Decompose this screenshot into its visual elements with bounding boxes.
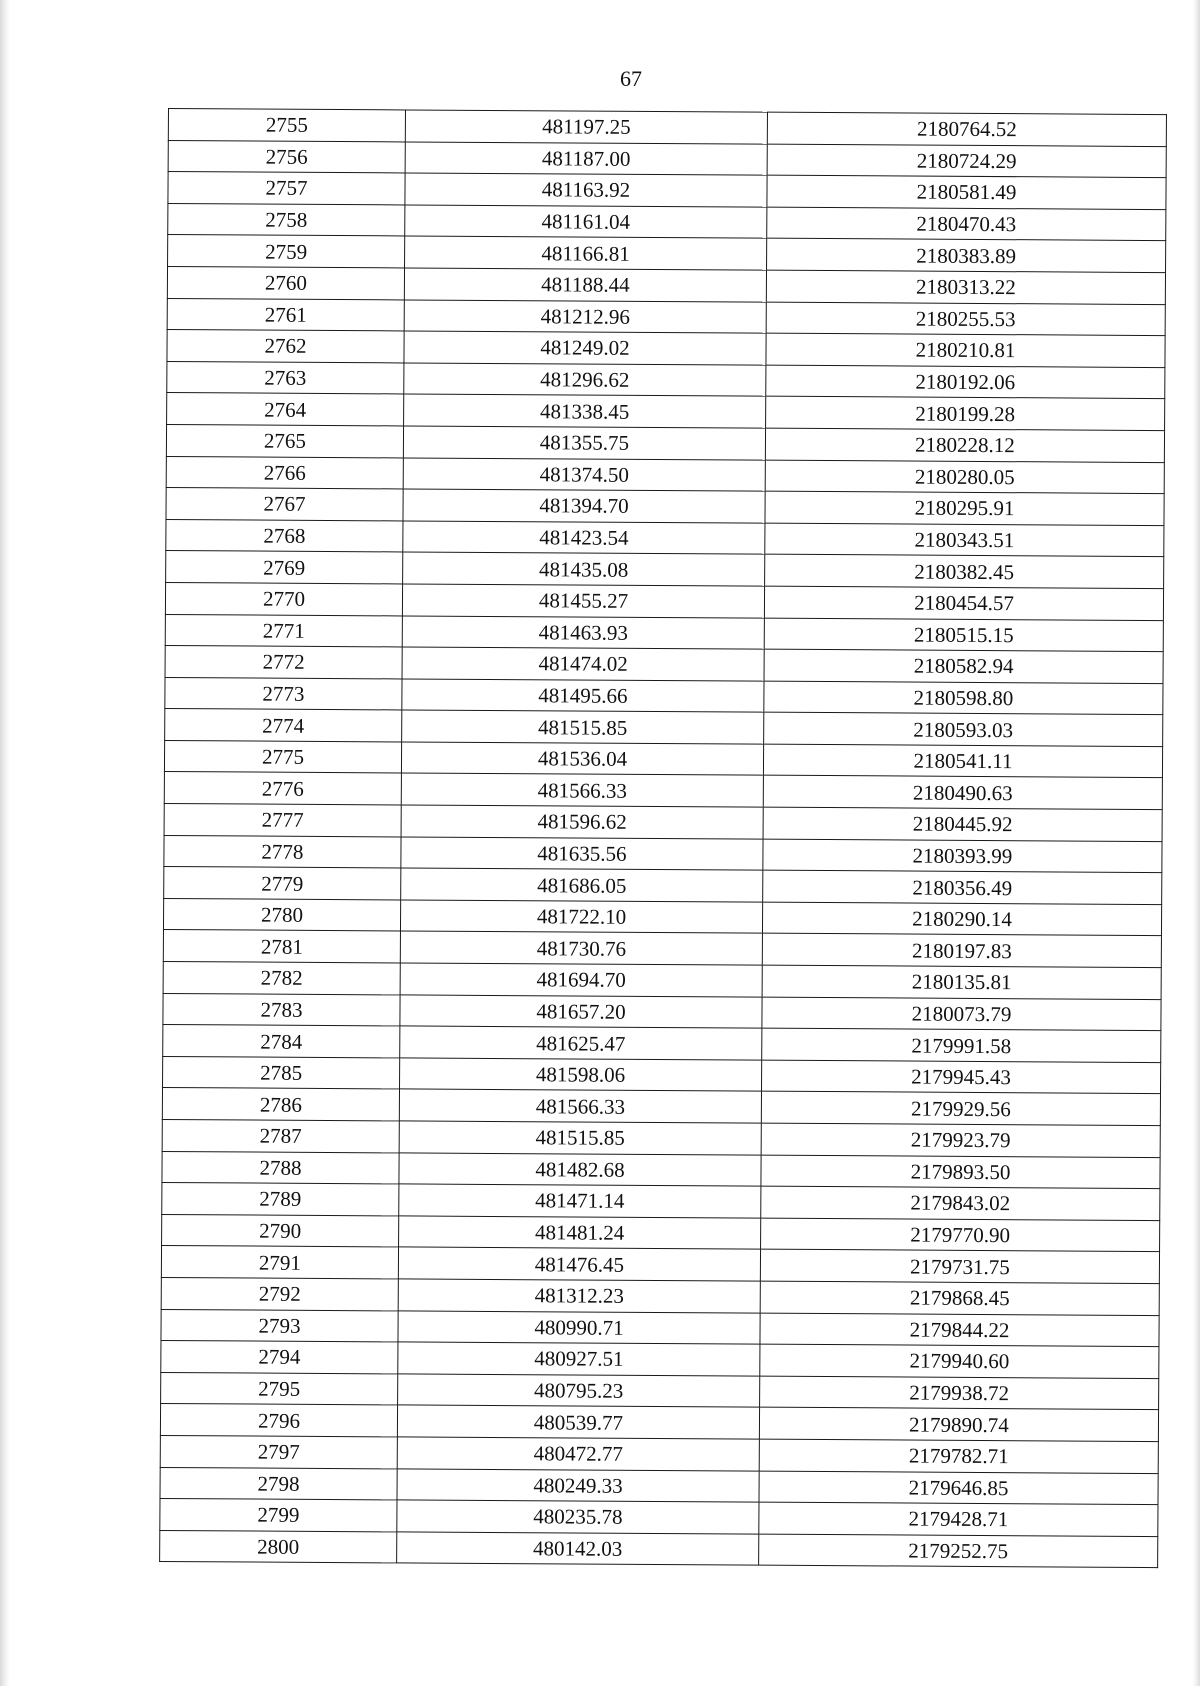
y-coordinate-cell: 2179252.75: [759, 1534, 1158, 1568]
y-coordinate-cell: 2180199.28: [766, 397, 1165, 431]
y-coordinate-cell: 2180393.99: [763, 839, 1162, 873]
x-coordinate-cell: 481423.54: [403, 521, 765, 555]
point-number-cell: 2762: [167, 330, 404, 363]
y-coordinate-cell: 2180582.94: [764, 649, 1163, 683]
point-number-cell: 2779: [164, 867, 401, 900]
x-coordinate-cell: 481474.02: [402, 647, 764, 681]
x-coordinate-cell: 480235.78: [397, 1500, 759, 1534]
y-coordinate-cell: 2179844.22: [760, 1313, 1159, 1347]
point-number-cell: 2775: [164, 740, 401, 773]
y-coordinate-cell: 2179929.56: [761, 1092, 1160, 1126]
point-number-cell: 2780: [163, 898, 400, 931]
point-number-cell: 2782: [163, 962, 400, 995]
x-coordinate-cell: 481515.85: [402, 710, 764, 744]
x-coordinate-cell: 481296.62: [404, 363, 766, 397]
x-coordinate-cell: 481355.75: [403, 426, 765, 460]
x-coordinate-cell: 481394.70: [403, 489, 765, 523]
point-number-cell: 2787: [162, 1119, 399, 1152]
point-number-cell: 2758: [168, 203, 405, 236]
x-coordinate-cell: 481686.05: [401, 868, 763, 902]
y-coordinate-cell: 2180192.06: [766, 365, 1165, 399]
x-coordinate-cell: 481435.08: [403, 552, 765, 586]
x-coordinate-cell: 481495.66: [402, 679, 764, 713]
x-coordinate-cell: 480795.23: [398, 1374, 760, 1408]
y-coordinate-cell: 2179428.71: [759, 1502, 1158, 1536]
y-coordinate-cell: 2180356.49: [763, 870, 1162, 904]
point-number-cell: 2767: [166, 488, 403, 521]
y-coordinate-cell: 2179843.02: [761, 1186, 1160, 1220]
x-coordinate-cell: 481566.33: [399, 1089, 761, 1123]
x-coordinate-cell: 481566.33: [401, 773, 763, 807]
y-coordinate-cell: 2180135.81: [762, 965, 1161, 999]
coordinates-table-body: [160, 109, 1167, 1568]
table-row: [160, 1530, 1158, 1568]
y-coordinate-cell: 2179923.79: [761, 1123, 1160, 1157]
point-number-cell: 2797: [160, 1435, 397, 1468]
x-coordinate-cell: 481730.76: [400, 931, 762, 965]
y-coordinate-cell: 2180228.12: [765, 428, 1164, 462]
y-coordinate-cell: 2180295.91: [765, 491, 1164, 525]
point-number-cell: 2777: [164, 804, 401, 837]
point-number-cell: 2798: [160, 1467, 397, 1500]
point-number-cell: 2781: [163, 930, 400, 963]
y-coordinate-cell: 2180210.81: [766, 333, 1165, 367]
y-coordinate-cell: 2179868.45: [760, 1281, 1159, 1315]
x-coordinate-cell: 481471.14: [399, 1184, 761, 1218]
y-coordinate-cell: 2180454.57: [764, 586, 1163, 620]
y-coordinate-cell: 2180255.53: [766, 302, 1165, 336]
y-coordinate-cell: 2180598.80: [764, 681, 1163, 715]
y-coordinate-cell: 2180073.79: [762, 997, 1161, 1031]
point-number-cell: 2789: [162, 1183, 399, 1216]
point-number-cell: 2763: [167, 361, 404, 394]
x-coordinate-cell: 480990.71: [398, 1310, 760, 1344]
y-coordinate-cell: 2180593.03: [764, 712, 1163, 746]
x-coordinate-cell: 481249.02: [404, 331, 766, 365]
y-coordinate-cell: 2180445.92: [763, 807, 1162, 841]
point-number-cell: 2788: [162, 1151, 399, 1184]
x-coordinate-cell: 480249.33: [397, 1468, 759, 1502]
x-coordinate-cell: 481312.23: [398, 1279, 760, 1313]
scan-edge-left: [0, 0, 10, 1686]
point-number-cell: 2796: [160, 1404, 397, 1437]
y-coordinate-cell: 2180197.83: [762, 934, 1161, 968]
y-coordinate-cell: 2179893.50: [761, 1155, 1160, 1189]
point-number-cell: 2761: [167, 298, 404, 331]
x-coordinate-cell: 481212.96: [404, 300, 766, 334]
x-coordinate-cell: 481463.93: [402, 615, 764, 649]
point-number-cell: 2765: [166, 424, 403, 457]
y-coordinate-cell: 2179945.43: [762, 1060, 1161, 1094]
y-coordinate-cell: 2179782.71: [759, 1439, 1158, 1473]
x-coordinate-cell: 481536.04: [401, 742, 763, 776]
y-coordinate-cell: 2180280.05: [765, 460, 1164, 494]
point-number-cell: 2799: [160, 1499, 397, 1532]
x-coordinate-cell: 481163.92: [405, 173, 767, 207]
y-coordinate-cell: 2180490.63: [763, 776, 1162, 810]
x-coordinate-cell: 481722.10: [400, 900, 762, 934]
y-coordinate-cell: 2180290.14: [762, 902, 1161, 936]
point-number-cell: 2755: [168, 109, 405, 142]
x-coordinate-cell: 481338.45: [404, 394, 766, 428]
point-number-cell: 2786: [162, 1088, 399, 1121]
x-coordinate-cell: 480472.77: [397, 1437, 759, 1471]
point-number-cell: 2768: [166, 519, 403, 552]
y-coordinate-cell: 2179938.72: [760, 1376, 1159, 1410]
x-coordinate-cell: 481188.44: [404, 268, 766, 302]
point-number-cell: 2769: [166, 551, 403, 584]
y-coordinate-cell: 2180724.29: [767, 144, 1166, 178]
y-coordinate-cell: 2180515.15: [764, 618, 1163, 652]
point-number-cell: 2756: [168, 140, 405, 173]
x-coordinate-cell: 480142.03: [397, 1532, 759, 1566]
point-number-cell: 2783: [163, 993, 400, 1026]
point-number-cell: 2757: [168, 172, 405, 205]
y-coordinate-cell: 2180764.52: [767, 112, 1166, 146]
y-coordinate-cell: 2180313.22: [766, 270, 1165, 304]
point-number-cell: 2760: [167, 266, 404, 299]
point-number-cell: 2785: [163, 1056, 400, 1089]
point-number-cell: 2793: [161, 1309, 398, 1342]
point-number-cell: 2766: [166, 456, 403, 489]
point-number-cell: 2772: [165, 646, 402, 679]
x-coordinate-cell: 481476.45: [398, 1247, 760, 1281]
point-number-cell: 2764: [167, 393, 404, 426]
point-number-cell: 2790: [162, 1214, 399, 1247]
x-coordinate-cell: 481481.24: [399, 1216, 761, 1250]
y-coordinate-cell: 2180470.43: [767, 207, 1166, 241]
point-number-cell: 2778: [164, 835, 401, 868]
x-coordinate-cell: 481625.47: [400, 1026, 762, 1060]
x-coordinate-cell: 480539.77: [397, 1405, 759, 1439]
y-coordinate-cell: 2179770.90: [761, 1218, 1160, 1252]
x-coordinate-cell: 481515.85: [399, 1121, 761, 1155]
y-coordinate-cell: 2180343.51: [765, 523, 1164, 557]
x-coordinate-cell: 481455.27: [402, 584, 764, 618]
y-coordinate-cell: 2180383.89: [767, 239, 1166, 273]
x-coordinate-cell: 481657.20: [400, 995, 762, 1029]
y-coordinate-cell: 2180541.11: [763, 744, 1162, 778]
point-number-cell: 2794: [161, 1341, 398, 1374]
point-number-cell: 2792: [161, 1277, 398, 1310]
point-number-cell: 2770: [165, 582, 402, 615]
point-number-cell: 2795: [161, 1372, 398, 1405]
point-number-cell: 2774: [165, 709, 402, 742]
point-number-cell: 2776: [164, 772, 401, 805]
x-coordinate-cell: 481166.81: [405, 236, 767, 270]
point-number-cell: 2784: [163, 1025, 400, 1058]
x-coordinate-cell: 481635.56: [401, 837, 763, 871]
point-number-cell: 2759: [168, 235, 405, 268]
x-coordinate-cell: 481694.70: [400, 963, 762, 997]
y-coordinate-cell: 2180581.49: [767, 175, 1166, 209]
y-coordinate-cell: 2179646.85: [759, 1471, 1158, 1505]
x-coordinate-cell: 481161.04: [405, 205, 767, 239]
x-coordinate-cell: 481596.62: [401, 805, 763, 839]
point-number-cell: 2791: [161, 1246, 398, 1279]
y-coordinate-cell: 2179991.58: [762, 1028, 1161, 1062]
point-number-cell: 2773: [165, 677, 402, 710]
x-coordinate-cell: 481598.06: [400, 1058, 762, 1092]
page-number: 67: [620, 66, 642, 91]
point-number-cell: 2771: [165, 614, 402, 647]
x-coordinate-cell: 481187.00: [405, 142, 767, 176]
x-coordinate-cell: 481197.25: [405, 110, 767, 144]
y-coordinate-cell: 2179731.75: [760, 1250, 1159, 1284]
coordinates-table: [159, 108, 1167, 1568]
y-coordinate-cell: 2179890.74: [759, 1407, 1158, 1441]
point-number-cell: 2800: [160, 1530, 397, 1563]
y-coordinate-cell: 2179940.60: [760, 1344, 1159, 1378]
y-coordinate-cell: 2180382.45: [765, 554, 1164, 588]
scan-edge-right: [1192, 0, 1200, 1686]
x-coordinate-cell: 481482.68: [399, 1153, 761, 1187]
x-coordinate-cell: 481374.50: [403, 457, 765, 491]
x-coordinate-cell: 480927.51: [398, 1342, 760, 1376]
